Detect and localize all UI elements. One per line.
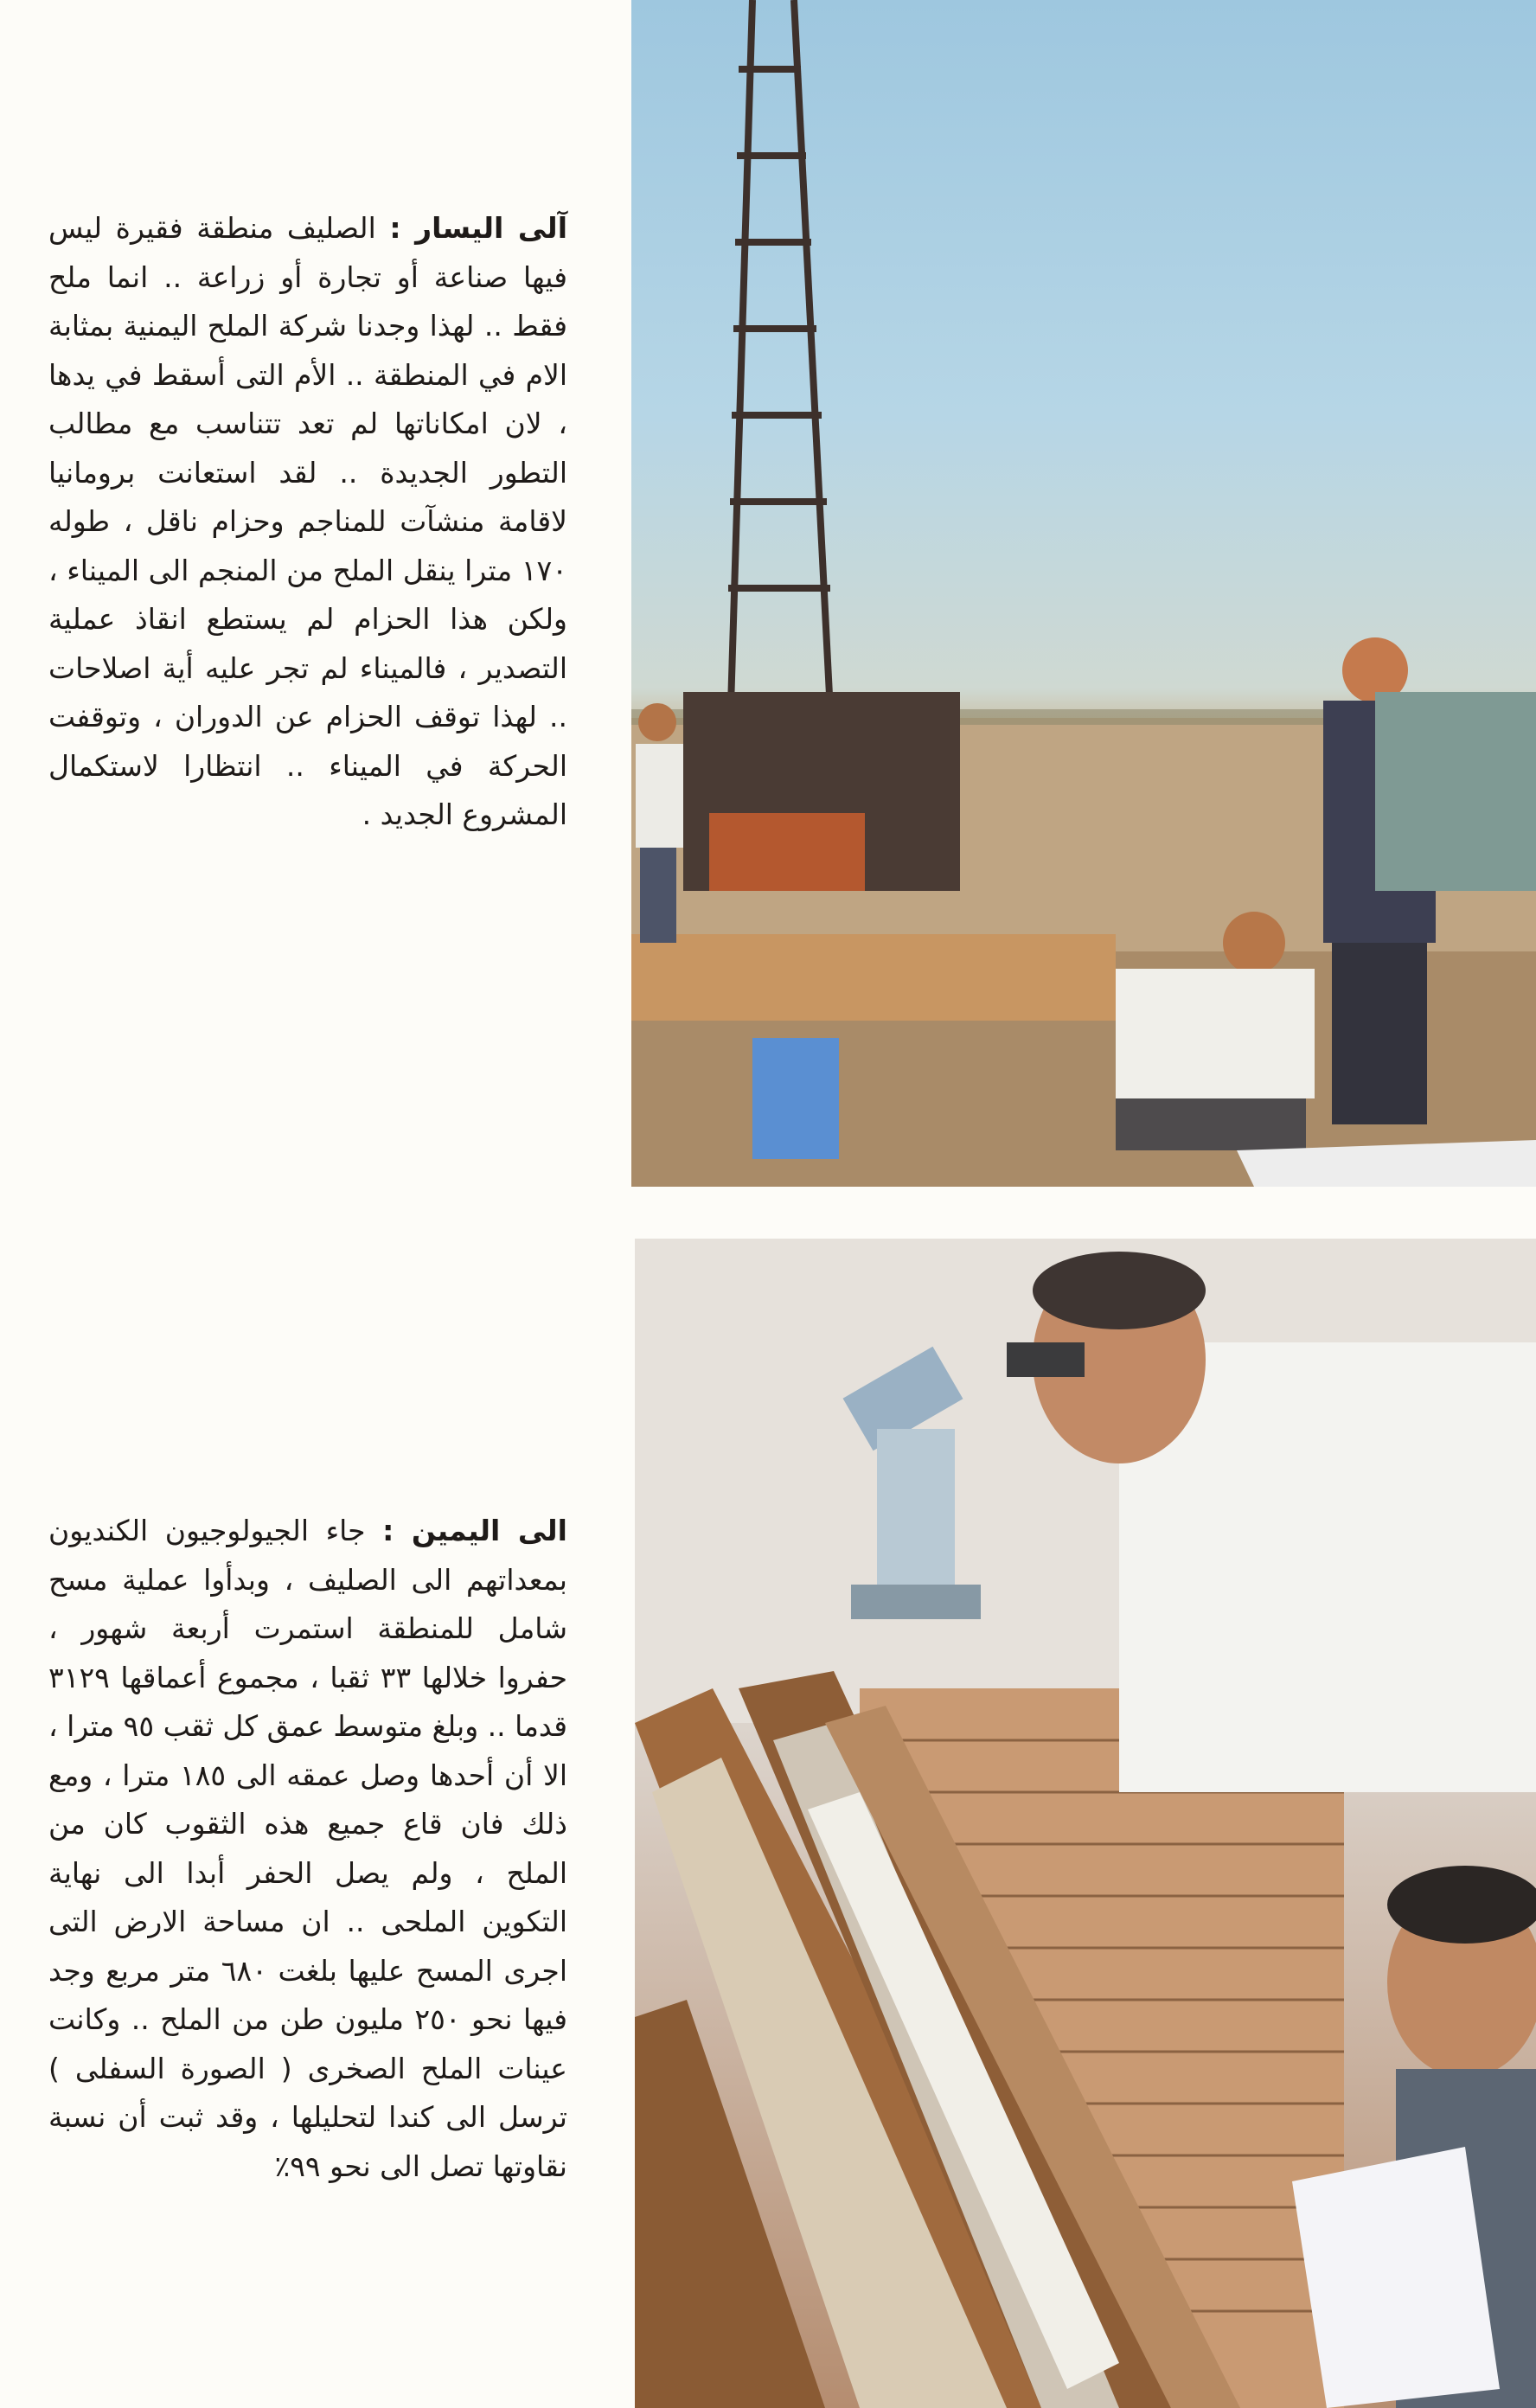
caption-bottom [48, 1507, 567, 2191]
caption-top [48, 204, 567, 840]
photo-drilling-rig [631, 0, 1536, 1187]
drilling-rig-illustration [631, 0, 1536, 1187]
caption-bottom-body: جاء الجيولوجيون الكنديون بمعداتهم الى الصليف ، وبدأوا عملية مسح شامل للمنطقة استمرت أربعة شهور ، حفروا خلالها ٣٣ ثقبا ، مجموع أعماقها ٣١٢٩ قدما .. وبلغ متوسط عمق كل ثقب ٩٥ مترا ، الا أن أحدها وصل عمقه الى ١٨٥ مترا ، ومع ذلك فان قاع جميع هذه الثقوب كان من الملح ، ولم يصل الحفر أبدا الى نهاية التكوين الملحى .. ان مساحة الارض التى اجرى المسح عليها بلغت ٦٨٠ متر مربع وجد فيها نحو ٢٥٠ مليون طن من الملح .. وكانت عينات الملح الصخرى ( الصورة السفلى ) ترسل الى كندا لتحليلها ، وقد ثبت أن نسبة نقاوتها تصل الى نحو ٩٩٪ [48, 1514, 568, 2183]
rig-platform [631, 934, 1116, 1021]
truck [1375, 692, 1536, 891]
caption-bottom-lead: الى اليمين : [382, 1514, 567, 1547]
water-can [752, 1038, 839, 1159]
photo-geologist-microscope [635, 1239, 1536, 2408]
rig-pump [709, 813, 865, 891]
caption-top-lead: آلى اليسار : [389, 211, 568, 245]
geologist-illustration [635, 1239, 1536, 2408]
caption-top-body: الصليف منطقة فقيرة ليس فيها صناعة أو تجارة أو زراعة .. انما ملح فقط .. لهذا وجدنا شركة الملح اليمنية بمثابة الام في المنطقة .. الأم التى أسقط في يدها ، لان امكاناتها لم تعد تتناسب مع مطالب التطور الجديدة .. لقد استعانت برومانيا لاقامة منشآت للمناجم وحزام ناقل ، طوله ١٧٠ مترا ينقل الملح من المنجم الى الميناء ، ولكن هذا الحزام لم يستطع انقاذ عملية التصدير ، فالميناء لم تجر عليه أية اصلاحات .. لهذا توقف الحزام عن الدوران ، وتوقفت الحركة في الميناء .. انتظارا لاستكمال المشروع الجديد . [48, 211, 567, 831]
